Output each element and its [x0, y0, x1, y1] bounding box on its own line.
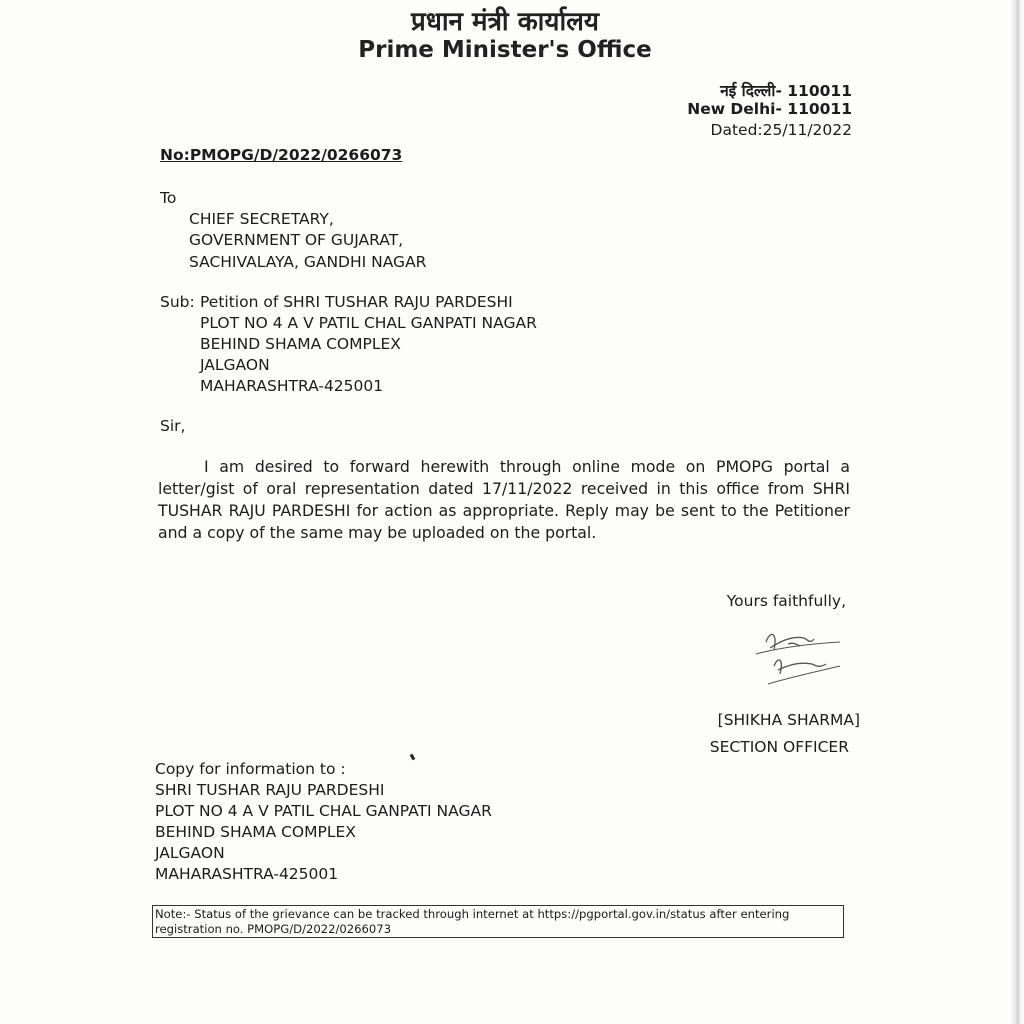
subject-line: Petition of SHRI TUSHAR RAJU PARDESHI: [200, 293, 513, 311]
body-paragraph: [158, 456, 850, 544]
subject-line: MAHARASHTRA-425001: [200, 377, 384, 395]
subject-line: JALGAON: [200, 356, 270, 374]
salutation: Sir,: [160, 417, 186, 435]
copy-to-line: PLOT NO 4 A V PATIL CHAL GANPATI NAGAR: [155, 802, 492, 820]
scan-speck: [410, 754, 416, 761]
addressee-line: GOVERNMENT OF GUJARAT,: [189, 231, 404, 249]
english-office-title: Prime Minister's Office: [358, 37, 652, 63]
tracking-note-text: Note:- Status of the grievance can be tracked through internet at https://pgportal.gov.in/status after entering registration no. PMOPG/D/2022/0266073: [155, 907, 790, 936]
signatory-name: [SHIKHA SHARMA]: [717, 711, 860, 729]
tracking-note: [152, 905, 844, 938]
hindi-city-line: नई दिल्ली- 110011: [720, 82, 852, 100]
body-text: I am desired to forward herewith through online mode on PMOPG portal a letter/gist of oral representation dated 17/11/2022 received in this office from SHRI TUSHAR RAJU PARDESHI for action as appropriate. Reply may be sent to the Petitioner and a copy of the same may be uploaded on the portal.: [158, 457, 850, 542]
copy-to-line: SHRI TUSHAR RAJU PARDESHI: [155, 781, 385, 799]
addressee-line: SACHIVALAYA, GANDHI NAGAR: [189, 253, 427, 271]
signatory-designation: SECTION OFFICER: [709, 738, 849, 756]
subject-line: PLOT NO 4 A V PATIL CHAL GANPATI NAGAR: [200, 314, 537, 332]
copy-to-line: BEHIND SHAMA COMPLEX: [155, 823, 356, 841]
subject-line: BEHIND SHAMA COMPLEX: [200, 335, 401, 353]
to-label: To: [160, 189, 177, 207]
copy-to-line: JALGAON: [155, 844, 225, 862]
closing: Yours faithfully,: [726, 592, 846, 610]
english-city-line: New Delhi- 110011: [687, 100, 852, 118]
hindi-office-title: प्रधान मंत्री कार्यालय: [411, 7, 599, 37]
subject-label: Sub:: [160, 293, 195, 311]
scan-edge: [1010, 0, 1024, 1024]
addressee-line: CHIEF SECRETARY,: [189, 210, 334, 228]
copy-to-label: Copy for information to :: [155, 760, 346, 778]
letter-date: Dated:25/11/2022: [710, 121, 852, 139]
reference-number: No:PMOPG/D/2022/0266073: [160, 146, 403, 164]
copy-to-line: MAHARASHTRA-425001: [155, 865, 339, 883]
handwritten-signature: [748, 622, 848, 697]
